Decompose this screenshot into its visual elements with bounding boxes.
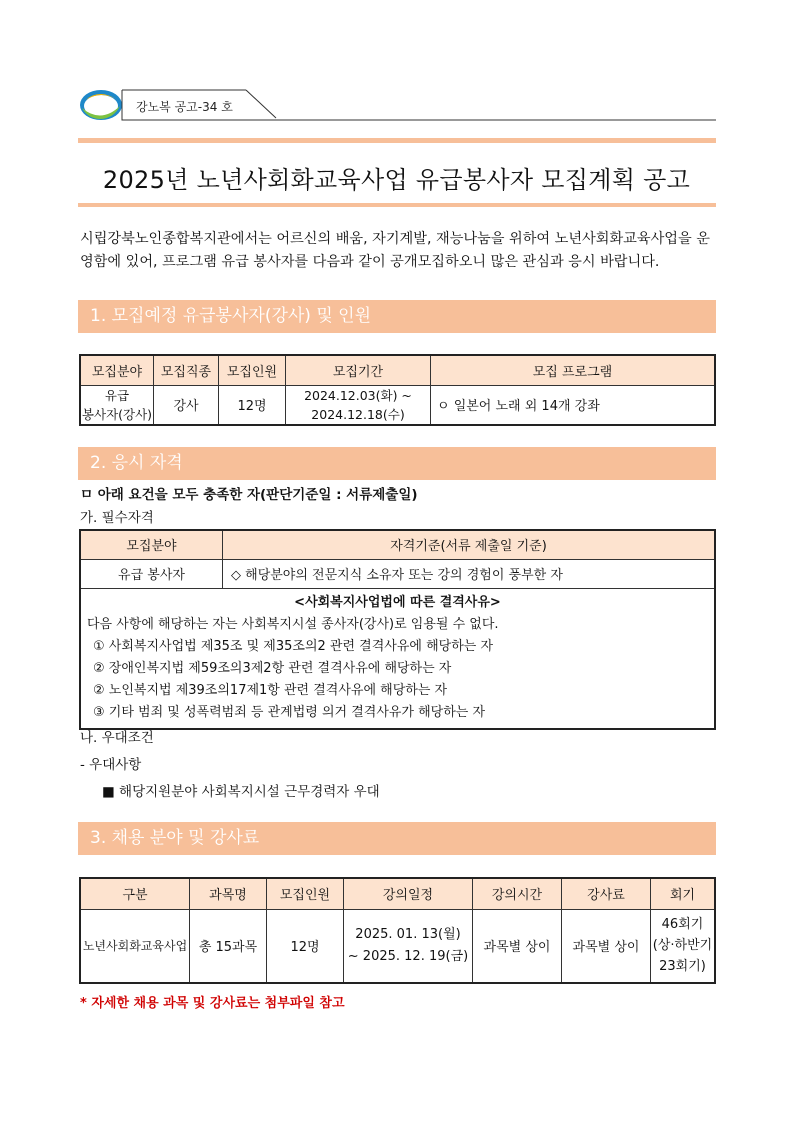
intro-paragraph: 시립강북노인종합복지관에서는 어르신의 배움, 자기계발, 재능나눔을 위하여 노년사회화교육사업을 운영함에 있어, 프로그램 유급 봉사자를 다음과 같이 공개모집하오니 많은 관심과 응시 바랍니다.	[80, 231, 710, 270]
disq-item: ① 사회복지사업법 제35조 및 제35조의2 관련 결격사유에 해당하는 자	[93, 638, 494, 654]
attachment-note: * 자세한 채용 과목 및 강사료는 첨부파일 참고	[80, 996, 345, 1011]
fee-cell-count: 12명	[267, 909, 344, 983]
section2-heading: 2. 응시 자격	[78, 447, 716, 480]
disq-item: ② 노인복지법 제39조의17제1항 관련 결격사유에 해당하는 자	[93, 682, 448, 698]
qual-cell-field: 유급 봉사자	[80, 559, 223, 588]
qual-header-field: 모집분야	[80, 530, 223, 559]
title-top-band	[78, 138, 716, 143]
disq-item: ③ 기타 범죄 및 성폭력범죄 등 관계법령 의거 결격사유가 해당하는 자	[93, 704, 486, 720]
fee-cell-time: 과목별 상이	[473, 909, 562, 983]
fee-cell-category: 노년사회화교육사업	[80, 909, 190, 983]
col-header-count: 모집인원	[219, 355, 286, 385]
col-header-period: 모집기간	[286, 355, 431, 385]
section1-heading: 1. 모집예정 유급봉사자(강사) 및 인원	[78, 300, 716, 333]
organization-logo	[78, 88, 124, 122]
fee-cell-subjects: 총 15과목	[190, 909, 267, 983]
disq-title: <사회복지사업법에 따른 결격사유>	[294, 594, 501, 610]
fee-cell-sessions: 46회기 (상·하반기 23회기)	[651, 909, 716, 983]
disqualification-box	[80, 588, 715, 729]
cell-program: ㅇ 일본어 노래 외 14개 강좌	[431, 385, 716, 425]
qualification-table	[79, 529, 716, 730]
section3-heading: 3. 채용 분야 및 강사료	[78, 822, 716, 855]
fee-header-count: 모집인원	[267, 878, 344, 909]
condition-line: ㅁ 아래 요건을 모두 충족한 자(판단기준일 : 서류제출일)	[80, 487, 418, 503]
cell-job: 강사	[154, 385, 219, 425]
qual-header-criteria: 자격기준(서류 제출일 기준)	[223, 530, 716, 559]
cell-field: 유급 봉사자(강사)	[80, 385, 154, 425]
cell-count: 12명	[219, 385, 286, 425]
fee-header-fee: 강사료	[562, 878, 651, 909]
fee-header-schedule: 강의일정	[344, 878, 473, 909]
fee-header-sessions: 회기	[651, 878, 716, 909]
fee-header-category: 구분	[80, 878, 190, 909]
required-label: 가. 필수자격	[80, 510, 154, 526]
col-header-field: 모집분야	[80, 355, 154, 385]
col-header-job: 모집직종	[154, 355, 219, 385]
fee-header-subjects: 과목명	[190, 878, 267, 909]
col-header-program: 모집 프로그램	[431, 355, 716, 385]
recruitment-table	[79, 354, 716, 426]
disq-intro: 다음 사항에 해당하는 자는 사회복지시설 종사자(강사)로 임용될 수 없다.	[87, 616, 499, 632]
preference-label: 나. 우대조건	[80, 730, 154, 746]
preference-item: ■ 해당지원분야 사회복지시설 근무경력자 우대	[102, 784, 380, 800]
disq-item: ② 장애인복지법 제59조의3제2항 관련 결격사유에 해당하는 자	[93, 660, 452, 676]
document-title: 2025년 노년사회화교육사업 유급봉사자 모집계획 공고	[102, 166, 691, 194]
fee-header-time: 강의시간	[473, 878, 562, 909]
fee-table	[79, 877, 716, 984]
fee-cell-schedule: 2025. 01. 13(월) ~ 2025. 12. 19(금)	[344, 909, 473, 983]
title-bottom-band	[78, 203, 716, 207]
fee-cell-fee: 과목별 상이	[562, 909, 651, 983]
cell-period: 2024.12.03(화) ~ 2024.12.18(수)	[286, 385, 431, 425]
preference-sub: - 우대사항	[80, 757, 142, 773]
notice-number: 강노복 공고-34 호	[136, 100, 233, 114]
qual-cell-criteria: ◇ 해당분야의 전문지식 소유자 또는 강의 경험이 풍부한 자	[223, 559, 716, 588]
